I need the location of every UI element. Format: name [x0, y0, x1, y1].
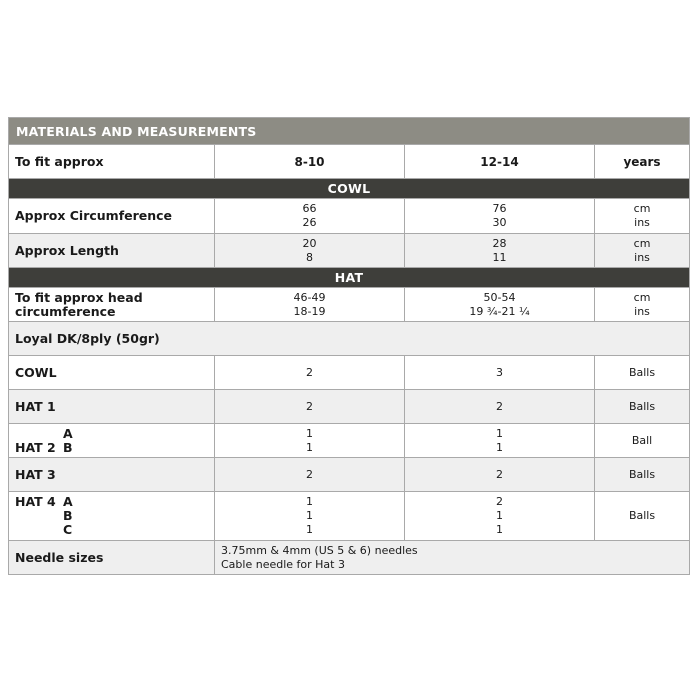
value-size-1: 2	[215, 458, 405, 492]
value-unit: Balls	[595, 356, 690, 390]
value-size-2: 50-54 19 ¾-21 ¼	[405, 288, 595, 322]
yarn-row-label: COWL	[9, 356, 215, 390]
value-unit: Balls	[595, 390, 690, 424]
value-size-2: 1 1	[405, 424, 595, 458]
yarn-row-label: HAT 3	[9, 458, 215, 492]
section-cowl: COWL	[9, 179, 690, 199]
materials-table	[8, 117, 690, 575]
header-size-1: 8-10	[215, 145, 405, 179]
value-size-2: 3	[405, 356, 595, 390]
value-size-2: 2 1 1	[405, 492, 595, 541]
value-size-1: 20 8	[215, 234, 405, 268]
header-unit: years	[595, 145, 690, 179]
value-size-2: 2	[405, 458, 595, 492]
value-unit: Balls	[595, 492, 690, 541]
needle-details: 3.75mm & 4mm (US 5 & 6) needles Cable needle for Hat 3	[215, 541, 690, 575]
value-unit: cm ins	[595, 288, 690, 322]
yarn-row-label: HAT 4 A B C	[9, 492, 215, 541]
table-title: MATERIALS AND MEASUREMENTS	[9, 118, 690, 145]
value-size-2: 76 30	[405, 199, 595, 234]
section-hat: HAT	[9, 268, 690, 288]
header-size-2: 12-14	[405, 145, 595, 179]
value-size-1: 1 1 1	[215, 492, 405, 541]
row-label: To fit approx head circumference	[9, 288, 215, 322]
value-size-1: 2	[215, 390, 405, 424]
value-size-1: 46-49 18-19	[215, 288, 405, 322]
value-size-1: 66 26	[215, 199, 405, 234]
yarn-row-label: HAT 2 A B	[9, 424, 215, 458]
row-label: Approx Length	[9, 234, 215, 268]
value-unit: Ball	[595, 424, 690, 458]
value-unit: Balls	[595, 458, 690, 492]
value-unit: cm ins	[595, 199, 690, 234]
yarn-row-label: HAT 1	[9, 390, 215, 424]
header-label: To fit approx	[9, 145, 215, 179]
yarn-label: Loyal DK/8ply (50gr)	[9, 322, 690, 356]
value-size-1: 2	[215, 356, 405, 390]
value-size-2: 2	[405, 390, 595, 424]
row-label: Approx Circumference	[9, 199, 215, 234]
needle-label: Needle sizes	[9, 541, 215, 575]
value-size-2: 28 11	[405, 234, 595, 268]
value-unit: cm ins	[595, 234, 690, 268]
value-size-1: 1 1	[215, 424, 405, 458]
